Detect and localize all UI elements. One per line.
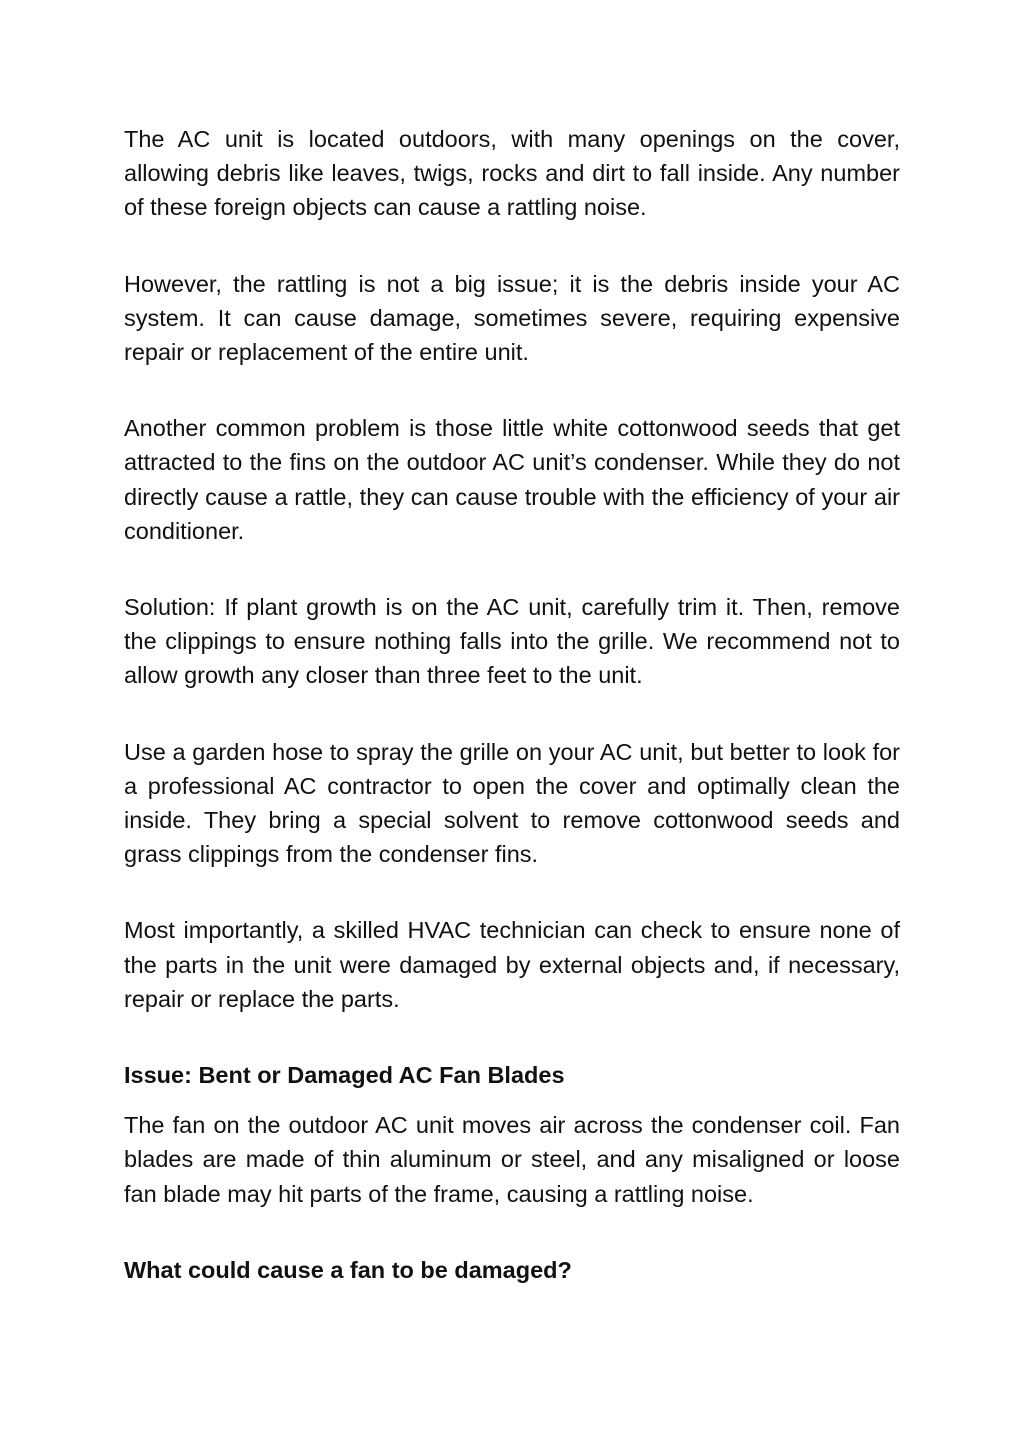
heading-fan-damage-question: What could cause a fan to be damaged? <box>124 1256 572 1283</box>
paragraph-rattling-damage: However, the rattling is not a big issue; it is the debris inside your AC system. It can cause damage, sometimes severe, requiring expensive repair or replacement of the entire unit. <box>124 270 900 366</box>
paragraph-solution-trim: Solution: If plant growth is on the AC unit, carefully trim it. Then, remove the clippings to ensure nothing falls into the grille. We recommend not to allow growth any closer than three feet to the unit. <box>124 594 900 689</box>
heading-fan-blades: Issue: Bent or Damaged AC Fan Blades <box>124 1062 565 1089</box>
paragraph-garden-hose: Use a garden hose to spray the grille on your AC unit, but better to look for a professional AC contractor to open the cover and optimally clean the inside. They bring a special solvent to remove cottonwood seeds and grass clippings from the condenser fins. <box>124 738 900 868</box>
document-page <box>124 122 900 1303</box>
paragraph-cottonwood-seeds: Another common problem is those little white cottonwood seeds that get attracted to the fins on the outdoor AC unit’s condenser. While they do not directly cause a rattle, they can cause trouble with the efficiency of your air conditioner. <box>124 415 900 544</box>
paragraph-fan-description: The fan on the outdoor AC unit moves air across the condenser coil. Fan blades are made of thin aluminum or steel, and any misaligned or loose fan blade may hit parts of the frame, causing a rattling noise. <box>124 1112 900 1207</box>
paragraph-hvac-technician: Most importantly, a skilled HVAC technician can check to ensure none of the parts in the unit were damaged by external objects and, if necessary, repair or replace the parts. <box>124 917 900 1012</box>
paragraph-debris-openings: The AC unit is located outdoors, with many openings on the cover, allowing debris like leaves, twigs, rocks and dirt to fall inside. Any number of these foreign objects can cause a rattling noise. <box>124 126 900 221</box>
